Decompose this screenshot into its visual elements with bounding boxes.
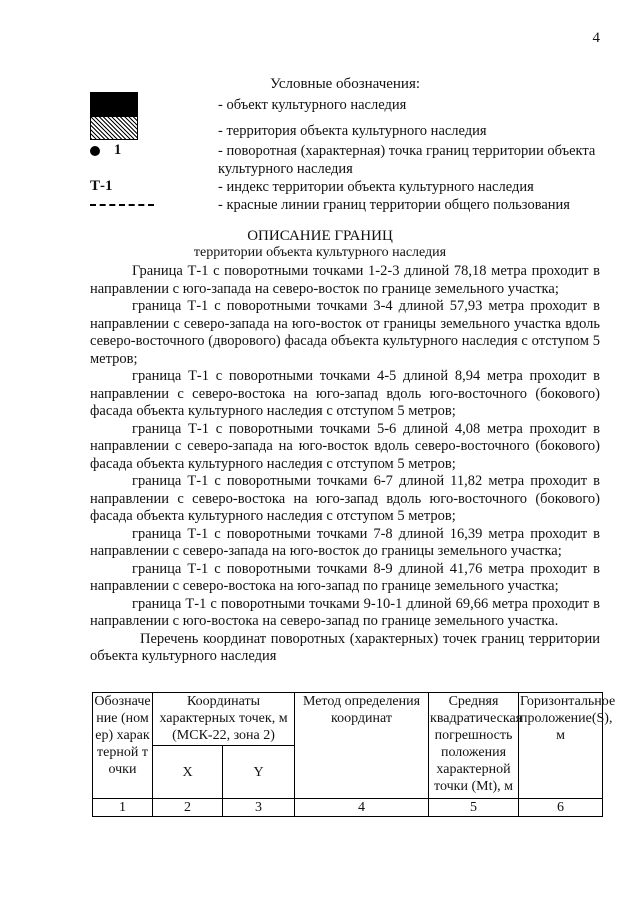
turning-point-symbol [90, 142, 121, 159]
description-subtitle: территории объекта культурного наследия [193, 245, 447, 260]
paragraph: граница Т-1 с поворотными точками 7-8 длиной 16,39 метра проходит в направлении с северо-запада на юго-восток до границы земельного участка; [90, 525, 600, 559]
legend-label: - индекс территории объекта культурного наследия [218, 179, 534, 195]
legend-label: - красные линии границ территории общего пользования [218, 197, 570, 213]
paragraph: граница Т-1 с поворотными точками 6-7 длиной 11,82 метра проходит в направлении с северо-востока на юго-запад вдоль юго-восточного (бокового) фасада объекта культурного наследия с отступом 5 метров; [90, 473, 600, 524]
paragraph: Перечень координат поворотных (характерных) точек границ территории объекта культурного наследия [90, 630, 600, 664]
header-x: X [153, 746, 223, 799]
page-number: 4 [592, 30, 600, 46]
legend-title: Условные обозначения: [270, 76, 421, 92]
column-number: 5 [429, 799, 519, 817]
dot-icon [90, 146, 100, 156]
paragraph: граница Т-1 с поворотными точками 9-10-1 длиной 69,66 метра проходит в направлении с юго-востока на северо-запад по границе земельного участка. [90, 595, 600, 629]
description-title: ОПИСАНИЕ ГРАНИЦ [247, 228, 393, 244]
hatched-territory-symbol [90, 116, 138, 140]
header-designation: Обозначение (номер) характерной точки [93, 693, 153, 799]
paragraph: граница Т-1 с поворотными точками 3-4 длиной 57,93 метра проходит в направлении с северо-запада на юго-восток от границы земельного участка вдоль северо-восточного (дворового) фасада объекта культурного наследия с отступом 5 метров; [90, 298, 600, 367]
territory-index-symbol: Т-1 [90, 178, 113, 194]
dashed-line-symbol [90, 204, 154, 206]
column-number: 1 [93, 799, 153, 817]
legend-item-territory-index [90, 178, 610, 198]
column-number: 4 [295, 799, 429, 817]
header-distance: Горизонтальное проложение(S), м [519, 693, 603, 799]
header-coordinates: Координаты характерных точек, м (МСК-22, зона 2) [153, 693, 295, 746]
column-number: 3 [223, 799, 295, 817]
legend-label: - объект культурного наследия [218, 97, 407, 113]
column-number: 6 [519, 799, 603, 817]
paragraph: граница Т-1 с поворотными точками 5-6 длиной 4,08 метра проходит в направлении с северо-запада на юго-восток вдоль северо-восточного (бокового) фасада объекта культурного наследия с отступом 5 метров; [90, 420, 600, 472]
header-rms: Средняя квадратическая погрешность положения характерной точки (Mt), м [429, 693, 519, 799]
legend-item-heritage-territory [90, 122, 610, 142]
legend-item-red-lines [90, 196, 610, 216]
coordinates-table [92, 692, 616, 817]
column-number: 2 [153, 799, 223, 817]
header-method: Метод определения координат [295, 693, 429, 799]
heritage-object-symbol [90, 92, 138, 116]
header-y: Y [223, 746, 295, 799]
paragraph: граница Т-1 с поворотными точками 8-9 длиной 41,76 метра проходит в направлении с северо-востока на юго-запад по границе земельного участка; [90, 560, 600, 594]
boundary-description-text [90, 263, 600, 666]
legend-item-heritage-object [90, 96, 610, 116]
legend-label: - территория объекта культурного наследия [218, 123, 487, 139]
paragraph: граница Т-1 с поворотными точками 4-5 длиной 8,94 метра проходит в направлении с северо-востока на юго-запад вдоль юго-восточного (бокового) фасада объекта культурного наследия с отступом 5 метров; [90, 368, 600, 419]
turning-point-number: 1 [114, 142, 122, 158]
legend-label: - поворотная (характерная) точка границ территории объекта культурного наследия [218, 143, 596, 177]
legend-item-turning-point [90, 142, 610, 178]
paragraph: Граница Т-1 с поворотными точками 1-2-3 длиной 78,18 метра проходит в направлении с юго-запада на северо-восток по границе земельного участка; [90, 263, 600, 297]
